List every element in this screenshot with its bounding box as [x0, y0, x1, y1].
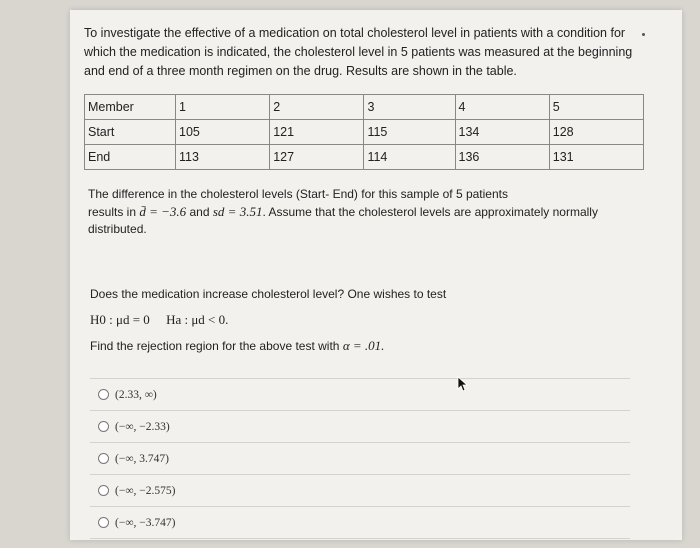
find-text: Find the rejection region for the above test with	[90, 339, 343, 353]
sd-difference: sd = 3.51	[212, 204, 263, 219]
answer-option[interactable]	[90, 474, 630, 506]
alpha-value: α = .01.	[342, 338, 385, 353]
table-cell: 2	[270, 95, 364, 120]
intro-paragraph: To investigate the effective of a medication on total cholesterol level in patients with a condition for which the medication is indicated, the cholesterol level in 5 patients was measured at the beginning and end of a three month regimen on the drug. Results are shown in the table.	[84, 26, 633, 78]
null-hypothesis: H0 : μd = 0	[90, 312, 150, 327]
option-label: (2.33, ∞)	[115, 388, 157, 401]
option-label: (−∞, 3.747)	[115, 452, 169, 465]
row-label: End	[85, 145, 176, 170]
radio-button[interactable]	[98, 389, 109, 400]
answer-option[interactable]	[90, 506, 630, 539]
question-text: Does the medication increase cholesterol level? One wishes to test	[90, 287, 447, 301]
radio-button[interactable]	[98, 485, 109, 496]
row-label: Start	[85, 120, 176, 145]
table-row	[85, 120, 644, 145]
table-cell: 113	[176, 145, 270, 170]
table-cell: 105	[176, 120, 270, 145]
radio-button[interactable]	[98, 453, 109, 464]
results-in-text: results in	[88, 205, 140, 219]
alternative-hypothesis: Ha : μd < 0.	[166, 312, 229, 327]
cholesterol-table	[84, 94, 644, 170]
table-cell: 127	[270, 145, 364, 170]
table-cell: 131	[549, 145, 643, 170]
answer-option[interactable]	[90, 378, 630, 410]
option-label: (−∞, −2.575)	[115, 484, 176, 497]
table-cell: 1	[176, 95, 270, 120]
table-cell: 128	[549, 120, 643, 145]
table-cell: 5	[549, 95, 643, 120]
difference-stats	[88, 203, 648, 238]
table-cell: 4	[455, 95, 549, 120]
difference-paragraph	[88, 186, 648, 238]
mean-difference: d̄ = −3.6	[139, 204, 187, 219]
radio-button[interactable]	[98, 517, 109, 528]
hypotheses	[90, 312, 228, 328]
mouse-cursor-icon	[457, 376, 469, 392]
difference-line: The difference in the cholesterol levels (Start- End) for this sample of 5 patients	[88, 187, 508, 201]
assumption-text: . Assume that the cholesterol levels are approximately normally distributed.	[88, 205, 598, 236]
answer-option[interactable]	[90, 442, 630, 474]
table-cell: 136	[455, 145, 549, 170]
table-cell: 3	[364, 95, 455, 120]
rejection-prompt	[90, 338, 384, 354]
table-cell: 114	[364, 145, 455, 170]
and-text: and	[186, 205, 213, 219]
table-cell: 115	[364, 120, 455, 145]
answer-option[interactable]	[90, 410, 630, 442]
option-label: (−∞, −3.747)	[115, 516, 176, 529]
row-label: Member	[85, 95, 176, 120]
radio-button[interactable]	[98, 421, 109, 432]
answer-options	[90, 378, 630, 539]
table-cell: 121	[270, 120, 364, 145]
table-cell: 134	[455, 120, 549, 145]
table-row	[85, 95, 644, 120]
table-row	[85, 145, 644, 170]
option-label: (−∞, −2.33)	[115, 420, 170, 433]
